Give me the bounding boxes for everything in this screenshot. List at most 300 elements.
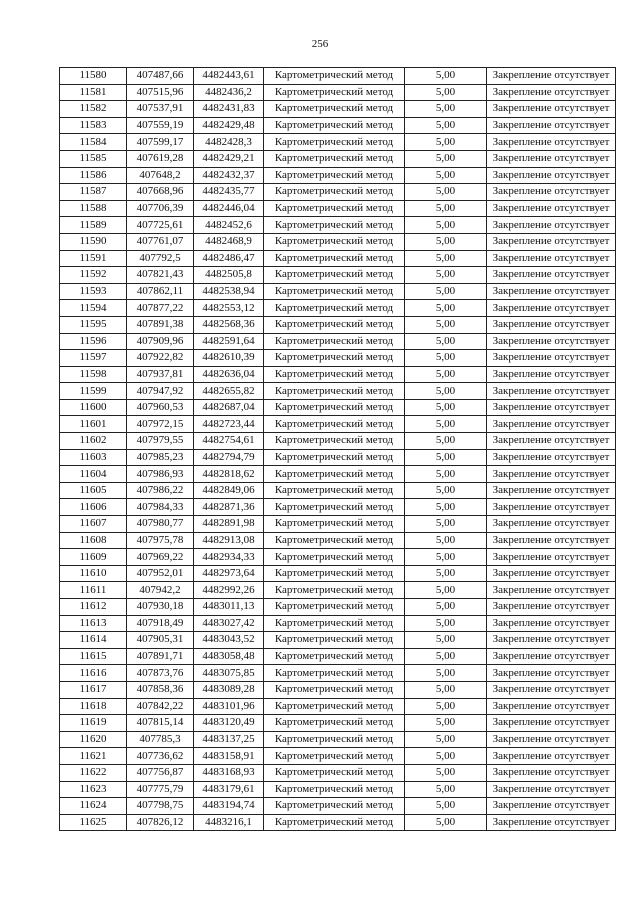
accuracy-cell: 5,00 xyxy=(405,68,487,85)
fixing-cell: Закрепление отсутствует xyxy=(487,665,616,682)
method-cell: Картометрический метод xyxy=(264,200,405,217)
y-coordinate-cell: 4482818,62 xyxy=(194,466,264,483)
table-row xyxy=(60,748,616,765)
method-cell: Картометрический метод xyxy=(264,814,405,831)
fixing-cell: Закрепление отсутствует xyxy=(487,449,616,466)
point-number-cell: 11589 xyxy=(60,217,127,234)
accuracy-cell: 5,00 xyxy=(405,582,487,599)
y-coordinate-cell: 4482871,36 xyxy=(194,499,264,516)
x-coordinate-cell: 407756,87 xyxy=(127,764,194,781)
y-coordinate-cell: 4483179,61 xyxy=(194,781,264,798)
y-coordinate-cell: 4483027,42 xyxy=(194,615,264,632)
method-cell: Картометрический метод xyxy=(264,84,405,101)
x-coordinate-cell: 407775,79 xyxy=(127,781,194,798)
fixing-cell: Закрепление отсутствует xyxy=(487,250,616,267)
table-row xyxy=(60,549,616,566)
y-coordinate-cell: 4483168,93 xyxy=(194,764,264,781)
fixing-cell: Закрепление отсутствует xyxy=(487,134,616,151)
table-row xyxy=(60,399,616,416)
x-coordinate-cell: 407972,15 xyxy=(127,416,194,433)
accuracy-cell: 5,00 xyxy=(405,516,487,533)
point-number-cell: 11582 xyxy=(60,101,127,118)
x-coordinate-cell: 407986,22 xyxy=(127,482,194,499)
fixing-cell: Закрепление отсутствует xyxy=(487,748,616,765)
table-row xyxy=(60,565,616,582)
page-number: 256 xyxy=(311,38,329,50)
table-row xyxy=(60,150,616,167)
x-coordinate-cell: 407826,12 xyxy=(127,814,194,831)
fixing-cell: Закрепление отсутствует xyxy=(487,482,616,499)
x-coordinate-cell: 407668,96 xyxy=(127,184,194,201)
method-cell: Картометрический метод xyxy=(264,665,405,682)
accuracy-cell: 5,00 xyxy=(405,748,487,765)
point-number-cell: 11585 xyxy=(60,150,127,167)
y-coordinate-cell: 4482934,33 xyxy=(194,549,264,566)
method-cell: Картометрический метод xyxy=(264,300,405,317)
accuracy-cell: 5,00 xyxy=(405,482,487,499)
accuracy-cell: 5,00 xyxy=(405,798,487,815)
fixing-cell: Закрепление отсутствует xyxy=(487,698,616,715)
method-cell: Картометрический метод xyxy=(264,350,405,367)
point-number-cell: 11621 xyxy=(60,748,127,765)
accuracy-cell: 5,00 xyxy=(405,217,487,234)
method-cell: Картометрический метод xyxy=(264,283,405,300)
x-coordinate-cell: 407891,38 xyxy=(127,316,194,333)
fixing-cell: Закрепление отсутствует xyxy=(487,217,616,234)
x-coordinate-cell: 407918,49 xyxy=(127,615,194,632)
method-cell: Картометрический метод xyxy=(264,366,405,383)
x-coordinate-cell: 407985,23 xyxy=(127,449,194,466)
y-coordinate-cell: 4483120,49 xyxy=(194,715,264,732)
x-coordinate-cell: 407969,22 xyxy=(127,549,194,566)
point-number-cell: 11592 xyxy=(60,267,127,284)
point-number-cell: 11625 xyxy=(60,814,127,831)
table-row xyxy=(60,698,616,715)
fixing-cell: Закрепление отсутствует xyxy=(487,84,616,101)
accuracy-cell: 5,00 xyxy=(405,316,487,333)
table-row xyxy=(60,681,616,698)
accuracy-cell: 5,00 xyxy=(405,300,487,317)
method-cell: Картометрический метод xyxy=(264,731,405,748)
fixing-cell: Закрепление отсутствует xyxy=(487,267,616,284)
method-cell: Картометрический метод xyxy=(264,632,405,649)
accuracy-cell: 5,00 xyxy=(405,499,487,516)
accuracy-cell: 5,00 xyxy=(405,150,487,167)
table-row xyxy=(60,250,616,267)
method-cell: Картометрический метод xyxy=(264,599,405,616)
fixing-cell: Закрепление отсутствует xyxy=(487,814,616,831)
x-coordinate-cell: 407984,33 xyxy=(127,499,194,516)
fixing-cell: Закрепление отсутствует xyxy=(487,715,616,732)
table-row xyxy=(60,117,616,134)
y-coordinate-cell: 4482655,82 xyxy=(194,383,264,400)
x-coordinate-cell: 407648,2 xyxy=(127,167,194,184)
point-number-cell: 11606 xyxy=(60,499,127,516)
method-cell: Картометрический метод xyxy=(264,416,405,433)
table-row xyxy=(60,449,616,466)
fixing-cell: Закрепление отсутствует xyxy=(487,433,616,450)
x-coordinate-cell: 407862,11 xyxy=(127,283,194,300)
method-cell: Картометрический метод xyxy=(264,184,405,201)
point-number-cell: 11610 xyxy=(60,565,127,582)
fixing-cell: Закрепление отсутствует xyxy=(487,731,616,748)
fixing-cell: Закрепление отсутствует xyxy=(487,333,616,350)
method-cell: Картометрический метод xyxy=(264,764,405,781)
accuracy-cell: 5,00 xyxy=(405,233,487,250)
point-number-cell: 11587 xyxy=(60,184,127,201)
accuracy-cell: 5,00 xyxy=(405,599,487,616)
accuracy-cell: 5,00 xyxy=(405,681,487,698)
method-cell: Картометрический метод xyxy=(264,217,405,234)
table-row xyxy=(60,731,616,748)
point-number-cell: 11598 xyxy=(60,366,127,383)
point-number-cell: 11615 xyxy=(60,648,127,665)
y-coordinate-cell: 4483058,48 xyxy=(194,648,264,665)
method-cell: Картометрический метод xyxy=(264,449,405,466)
method-cell: Картометрический метод xyxy=(264,499,405,516)
y-coordinate-cell: 4482432,37 xyxy=(194,167,264,184)
x-coordinate-cell: 407922,82 xyxy=(127,350,194,367)
y-coordinate-cell: 4483089,28 xyxy=(194,681,264,698)
x-coordinate-cell: 407905,31 xyxy=(127,632,194,649)
table-row xyxy=(60,715,616,732)
point-number-cell: 11605 xyxy=(60,482,127,499)
method-cell: Картометрический метод xyxy=(264,250,405,267)
x-coordinate-cell: 407785,3 xyxy=(127,731,194,748)
table-row xyxy=(60,316,616,333)
point-number-cell: 11622 xyxy=(60,764,127,781)
y-coordinate-cell: 4482794,79 xyxy=(194,449,264,466)
fixing-cell: Закрепление отсутствует xyxy=(487,300,616,317)
accuracy-cell: 5,00 xyxy=(405,267,487,284)
y-coordinate-cell: 4483158,91 xyxy=(194,748,264,765)
table-row xyxy=(60,615,616,632)
table-row xyxy=(60,499,616,516)
x-coordinate-cell: 407986,93 xyxy=(127,466,194,483)
y-coordinate-cell: 4482452,6 xyxy=(194,217,264,234)
method-cell: Картометрический метод xyxy=(264,798,405,815)
table-row xyxy=(60,217,616,234)
x-coordinate-cell: 407706,39 xyxy=(127,200,194,217)
accuracy-cell: 5,00 xyxy=(405,167,487,184)
point-number-cell: 11611 xyxy=(60,582,127,599)
x-coordinate-cell: 407725,61 xyxy=(127,217,194,234)
x-coordinate-cell: 407979,55 xyxy=(127,433,194,450)
point-number-cell: 11590 xyxy=(60,233,127,250)
fixing-cell: Закрепление отсутствует xyxy=(487,233,616,250)
accuracy-cell: 5,00 xyxy=(405,333,487,350)
y-coordinate-cell: 4483075,85 xyxy=(194,665,264,682)
table-row xyxy=(60,283,616,300)
table-row xyxy=(60,764,616,781)
y-coordinate-cell: 4483194,74 xyxy=(194,798,264,815)
method-cell: Картометрический метод xyxy=(264,532,405,549)
method-cell: Картометрический метод xyxy=(264,101,405,118)
x-coordinate-cell: 407873,76 xyxy=(127,665,194,682)
x-coordinate-cell: 407798,75 xyxy=(127,798,194,815)
point-number-cell: 11588 xyxy=(60,200,127,217)
x-coordinate-cell: 407815,14 xyxy=(127,715,194,732)
fixing-cell: Закрепление отсутствует xyxy=(487,516,616,533)
y-coordinate-cell: 4482849,06 xyxy=(194,482,264,499)
y-coordinate-cell: 4482429,48 xyxy=(194,117,264,134)
fixing-cell: Закрепление отсутствует xyxy=(487,416,616,433)
accuracy-cell: 5,00 xyxy=(405,764,487,781)
accuracy-cell: 5,00 xyxy=(405,648,487,665)
method-cell: Картометрический метод xyxy=(264,681,405,698)
fixing-cell: Закрепление отсутствует xyxy=(487,781,616,798)
method-cell: Картометрический метод xyxy=(264,582,405,599)
accuracy-cell: 5,00 xyxy=(405,814,487,831)
accuracy-cell: 5,00 xyxy=(405,632,487,649)
table-row xyxy=(60,582,616,599)
y-coordinate-cell: 4482992,26 xyxy=(194,582,264,599)
point-number-cell: 11614 xyxy=(60,632,127,649)
y-coordinate-cell: 4482436,2 xyxy=(194,84,264,101)
point-number-cell: 11580 xyxy=(60,68,127,85)
x-coordinate-cell: 407599,17 xyxy=(127,134,194,151)
table-row xyxy=(60,665,616,682)
x-coordinate-cell: 407559,19 xyxy=(127,117,194,134)
point-number-cell: 11586 xyxy=(60,167,127,184)
y-coordinate-cell: 4482553,12 xyxy=(194,300,264,317)
accuracy-cell: 5,00 xyxy=(405,549,487,566)
method-cell: Картометрический метод xyxy=(264,399,405,416)
fixing-cell: Закрепление отсутствует xyxy=(487,549,616,566)
x-coordinate-cell: 407960,53 xyxy=(127,399,194,416)
fixing-cell: Закрепление отсутствует xyxy=(487,499,616,516)
table-body xyxy=(60,68,616,831)
table-row xyxy=(60,433,616,450)
fixing-cell: Закрепление отсутствует xyxy=(487,681,616,698)
table-row xyxy=(60,184,616,201)
method-cell: Картометрический метод xyxy=(264,648,405,665)
x-coordinate-cell: 407487,66 xyxy=(127,68,194,85)
table-row xyxy=(60,416,616,433)
method-cell: Картометрический метод xyxy=(264,267,405,284)
y-coordinate-cell: 4482443,61 xyxy=(194,68,264,85)
y-coordinate-cell: 4482486,47 xyxy=(194,250,264,267)
accuracy-cell: 5,00 xyxy=(405,532,487,549)
y-coordinate-cell: 4482754,61 xyxy=(194,433,264,450)
method-cell: Картометрический метод xyxy=(264,781,405,798)
y-coordinate-cell: 4483137,25 xyxy=(194,731,264,748)
x-coordinate-cell: 407537,91 xyxy=(127,101,194,118)
method-cell: Картометрический метод xyxy=(264,715,405,732)
table-row xyxy=(60,798,616,815)
accuracy-cell: 5,00 xyxy=(405,250,487,267)
table-row xyxy=(60,599,616,616)
fixing-cell: Закрепление отсутствует xyxy=(487,366,616,383)
point-number-cell: 11613 xyxy=(60,615,127,632)
fixing-cell: Закрепление отсутствует xyxy=(487,615,616,632)
x-coordinate-cell: 407947,92 xyxy=(127,383,194,400)
accuracy-cell: 5,00 xyxy=(405,84,487,101)
y-coordinate-cell: 4483101,96 xyxy=(194,698,264,715)
point-number-cell: 11583 xyxy=(60,117,127,134)
fixing-cell: Закрепление отсутствует xyxy=(487,184,616,201)
method-cell: Картометрический метод xyxy=(264,549,405,566)
x-coordinate-cell: 407937,81 xyxy=(127,366,194,383)
point-number-cell: 11597 xyxy=(60,350,127,367)
coordinates-table xyxy=(59,67,616,831)
fixing-cell: Закрепление отсутствует xyxy=(487,101,616,118)
y-coordinate-cell: 4482568,36 xyxy=(194,316,264,333)
fixing-cell: Закрепление отсутствует xyxy=(487,283,616,300)
y-coordinate-cell: 4482891,98 xyxy=(194,516,264,533)
y-coordinate-cell: 4482591,64 xyxy=(194,333,264,350)
y-coordinate-cell: 4483043,52 xyxy=(194,632,264,649)
point-number-cell: 11595 xyxy=(60,316,127,333)
table-row xyxy=(60,350,616,367)
fixing-cell: Закрепление отсутствует xyxy=(487,582,616,599)
method-cell: Картометрический метод xyxy=(264,117,405,134)
point-number-cell: 11624 xyxy=(60,798,127,815)
accuracy-cell: 5,00 xyxy=(405,665,487,682)
point-number-cell: 11604 xyxy=(60,466,127,483)
accuracy-cell: 5,00 xyxy=(405,134,487,151)
x-coordinate-cell: 407980,77 xyxy=(127,516,194,533)
y-coordinate-cell: 4482429,21 xyxy=(194,150,264,167)
accuracy-cell: 5,00 xyxy=(405,117,487,134)
accuracy-cell: 5,00 xyxy=(405,466,487,483)
fixing-cell: Закрепление отсутствует xyxy=(487,200,616,217)
method-cell: Картометрический метод xyxy=(264,615,405,632)
y-coordinate-cell: 4482435,77 xyxy=(194,184,264,201)
table-row xyxy=(60,632,616,649)
fixing-cell: Закрепление отсутствует xyxy=(487,532,616,549)
point-number-cell: 11596 xyxy=(60,333,127,350)
method-cell: Картометрический метод xyxy=(264,466,405,483)
point-number-cell: 11623 xyxy=(60,781,127,798)
table-row xyxy=(60,532,616,549)
table-row xyxy=(60,134,616,151)
method-cell: Картометрический метод xyxy=(264,68,405,85)
table-row xyxy=(60,482,616,499)
point-number-cell: 11594 xyxy=(60,300,127,317)
method-cell: Картометрический метод xyxy=(264,516,405,533)
accuracy-cell: 5,00 xyxy=(405,399,487,416)
y-coordinate-cell: 4482505,8 xyxy=(194,267,264,284)
point-number-cell: 11603 xyxy=(60,449,127,466)
method-cell: Картометрический метод xyxy=(264,383,405,400)
x-coordinate-cell: 407930,18 xyxy=(127,599,194,616)
accuracy-cell: 5,00 xyxy=(405,416,487,433)
accuracy-cell: 5,00 xyxy=(405,731,487,748)
fixing-cell: Закрепление отсутствует xyxy=(487,117,616,134)
table-row xyxy=(60,84,616,101)
point-number-cell: 11584 xyxy=(60,134,127,151)
point-number-cell: 11581 xyxy=(60,84,127,101)
fixing-cell: Закрепление отсутствует xyxy=(487,565,616,582)
table-row xyxy=(60,267,616,284)
point-number-cell: 11593 xyxy=(60,283,127,300)
accuracy-cell: 5,00 xyxy=(405,615,487,632)
table-row xyxy=(60,383,616,400)
accuracy-cell: 5,00 xyxy=(405,715,487,732)
table-row xyxy=(60,233,616,250)
table-row xyxy=(60,516,616,533)
accuracy-cell: 5,00 xyxy=(405,184,487,201)
fixing-cell: Закрепление отсутствует xyxy=(487,350,616,367)
point-number-cell: 11609 xyxy=(60,549,127,566)
accuracy-cell: 5,00 xyxy=(405,366,487,383)
x-coordinate-cell: 407891,71 xyxy=(127,648,194,665)
accuracy-cell: 5,00 xyxy=(405,383,487,400)
accuracy-cell: 5,00 xyxy=(405,449,487,466)
y-coordinate-cell: 4482468,9 xyxy=(194,233,264,250)
accuracy-cell: 5,00 xyxy=(405,101,487,118)
method-cell: Картометрический метод xyxy=(264,316,405,333)
x-coordinate-cell: 407619,28 xyxy=(127,150,194,167)
y-coordinate-cell: 4482446,04 xyxy=(194,200,264,217)
y-coordinate-cell: 4483216,1 xyxy=(194,814,264,831)
fixing-cell: Закрепление отсутствует xyxy=(487,798,616,815)
point-number-cell: 11608 xyxy=(60,532,127,549)
accuracy-cell: 5,00 xyxy=(405,350,487,367)
fixing-cell: Закрепление отсутствует xyxy=(487,764,616,781)
point-number-cell: 11617 xyxy=(60,681,127,698)
accuracy-cell: 5,00 xyxy=(405,698,487,715)
y-coordinate-cell: 4482610,39 xyxy=(194,350,264,367)
point-number-cell: 11599 xyxy=(60,383,127,400)
table-row xyxy=(60,466,616,483)
x-coordinate-cell: 407842,22 xyxy=(127,698,194,715)
fixing-cell: Закрепление отсутствует xyxy=(487,466,616,483)
table-row xyxy=(60,300,616,317)
x-coordinate-cell: 407975,78 xyxy=(127,532,194,549)
x-coordinate-cell: 407761,07 xyxy=(127,233,194,250)
method-cell: Картометрический метод xyxy=(264,482,405,499)
method-cell: Картометрический метод xyxy=(264,433,405,450)
point-number-cell: 11620 xyxy=(60,731,127,748)
y-coordinate-cell: 4482428,3 xyxy=(194,134,264,151)
accuracy-cell: 5,00 xyxy=(405,200,487,217)
y-coordinate-cell: 4482687,04 xyxy=(194,399,264,416)
table-row xyxy=(60,781,616,798)
point-number-cell: 11612 xyxy=(60,599,127,616)
point-number-cell: 11591 xyxy=(60,250,127,267)
y-coordinate-cell: 4482723,44 xyxy=(194,416,264,433)
table-row xyxy=(60,68,616,85)
point-number-cell: 11607 xyxy=(60,516,127,533)
fixing-cell: Закрепление отсутствует xyxy=(487,399,616,416)
x-coordinate-cell: 407877,22 xyxy=(127,300,194,317)
fixing-cell: Закрепление отсутствует xyxy=(487,632,616,649)
point-number-cell: 11619 xyxy=(60,715,127,732)
fixing-cell: Закрепление отсутствует xyxy=(487,167,616,184)
method-cell: Картометрический метод xyxy=(264,333,405,350)
fixing-cell: Закрепление отсутствует xyxy=(487,316,616,333)
point-number-cell: 11616 xyxy=(60,665,127,682)
method-cell: Картометрический метод xyxy=(264,233,405,250)
x-coordinate-cell: 407942,2 xyxy=(127,582,194,599)
method-cell: Картометрический метод xyxy=(264,150,405,167)
point-number-cell: 11602 xyxy=(60,433,127,450)
point-number-cell: 11618 xyxy=(60,698,127,715)
x-coordinate-cell: 407909,96 xyxy=(127,333,194,350)
table-row xyxy=(60,366,616,383)
fixing-cell: Закрепление отсутствует xyxy=(487,383,616,400)
table-row xyxy=(60,814,616,831)
accuracy-cell: 5,00 xyxy=(405,781,487,798)
y-coordinate-cell: 4482538,94 xyxy=(194,283,264,300)
point-number-cell: 11600 xyxy=(60,399,127,416)
fixing-cell: Закрепление отсутствует xyxy=(487,150,616,167)
table-row xyxy=(60,648,616,665)
y-coordinate-cell: 4483011,13 xyxy=(194,599,264,616)
x-coordinate-cell: 407952,01 xyxy=(127,565,194,582)
